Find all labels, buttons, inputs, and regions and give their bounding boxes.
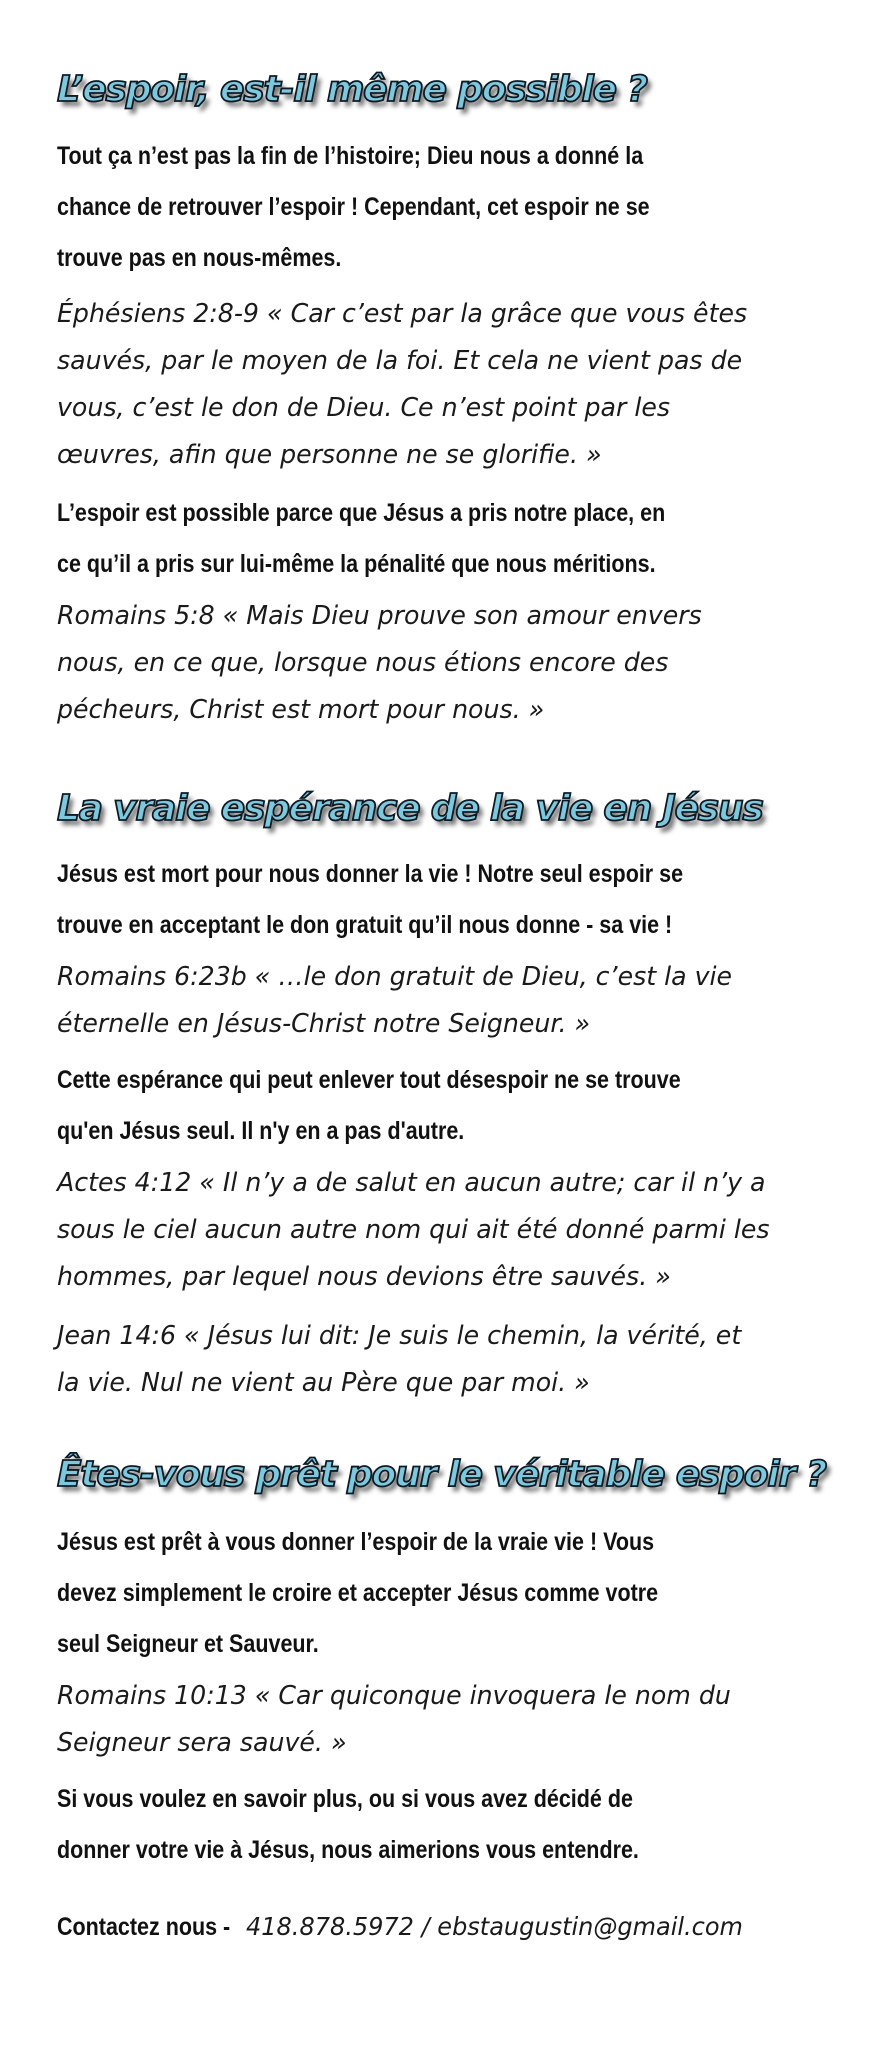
text-line: hommes, par lequel nous devions être sauvés. »	[57, 1262, 671, 1292]
bold-paragraph	[57, 849, 683, 951]
text-line: devez simplement le croire et accepter Jésus comme votre	[57, 1579, 659, 1607]
bold-paragraph	[57, 131, 650, 284]
bold-paragraph	[57, 1055, 681, 1157]
scripture-quote	[57, 1160, 770, 1301]
bold-paragraph	[57, 1517, 658, 1670]
text-line: sous le ciel aucun autre nom qui ait été donné parmi les	[57, 1215, 770, 1245]
text-line: Jésus est mort pour nous donner la vie ! Notre seul espoir se	[57, 860, 684, 888]
bold-paragraph	[57, 488, 665, 590]
text-line: Cette espérance qui peut enlever tout désespoir ne se trouve	[57, 1066, 681, 1094]
text-line: qu'en Jésus seul. Il n'y en a pas d'autre.	[57, 1117, 465, 1145]
contact-label: Contactez nous -	[57, 1913, 231, 1941]
text-line: Jean 14:6 « Jésus lui dit: Je suis le chemin, la vérité, et	[57, 1321, 742, 1351]
section-heading-true-hope: La vraie espérance de la vie en Jésus	[57, 788, 763, 829]
text-line: œuvres, afin que personne ne se glorifie. »	[57, 440, 602, 470]
text-line: ce qu’il a pris sur lui-même la pénalité que nous méritions.	[57, 550, 656, 578]
scripture-quote	[57, 1673, 731, 1767]
text-line: la vie. Nul ne vient au Père que par moi. »	[57, 1368, 590, 1398]
text-line: trouve pas en nous-mêmes.	[57, 244, 342, 272]
text-line: Seigneur sera sauvé. »	[57, 1728, 347, 1758]
text-line: trouve en acceptant le don gratuit qu’il nous donne - sa vie !	[57, 911, 673, 939]
text-line: nous, en ce que, lorsque nous étions encore des	[57, 648, 669, 678]
section-heading-ready-for-hope: Êtes-vous prêt pour le véritable espoir ?	[57, 1454, 826, 1495]
text-line: pécheurs, Christ est mort pour nous. »	[57, 695, 545, 725]
contact-line	[57, 1905, 764, 1953]
text-line: éternelle en Jésus-Christ notre Seigneur. »	[57, 1009, 591, 1039]
bold-paragraph	[57, 1774, 639, 1876]
scripture-quote	[57, 1313, 741, 1407]
text-line: chance de retrouver l’espoir ! Cependant, cet espoir ne se	[57, 193, 650, 221]
text-line: Éphésiens 2:8-9 « Car c’est par la grâce que vous êtes	[57, 299, 748, 329]
section-heading-hope-possible: L’espoir, est-il même possible ?	[57, 69, 647, 110]
text-line: Actes 4:12 « Il n’y a de salut en aucun autre; car il n’y a	[57, 1168, 766, 1198]
text-line: donner votre vie à Jésus, nous aimerions vous entendre.	[57, 1836, 639, 1864]
text-line: Si vous voulez en savoir plus, ou si vous avez décidé de	[57, 1785, 633, 1813]
text-line: Romains 5:8 « Mais Dieu prouve son amour envers	[57, 601, 702, 631]
contact-info[interactable]: 418.878.5972 / ebstaugustin@gmail.com	[246, 1912, 744, 1941]
text-line: Tout ça n’est pas la fin de l’histoire; Dieu nous a donné la	[57, 142, 644, 170]
text-line: Jésus est prêt à vous donner l’espoir de la vraie vie ! Vous	[57, 1528, 655, 1556]
scripture-quote	[57, 593, 702, 734]
text-line: vous, c’est le don de Dieu. Ce n’est point par les	[57, 393, 670, 423]
text-line: L’espoir est possible parce que Jésus a pris notre place, en	[57, 499, 666, 527]
text-line: seul Seigneur et Sauveur.	[57, 1630, 319, 1658]
scripture-quote	[57, 954, 732, 1048]
scripture-quote	[57, 291, 747, 479]
text-line: sauvés, par le moyen de la foi. Et cela ne vient pas de	[57, 346, 743, 376]
text-line: Romains 10:13 « Car quiconque invoquera le nom du	[57, 1681, 731, 1711]
text-line: Romains 6:23b « …le don gratuit de Dieu, c’est la vie	[57, 962, 733, 992]
